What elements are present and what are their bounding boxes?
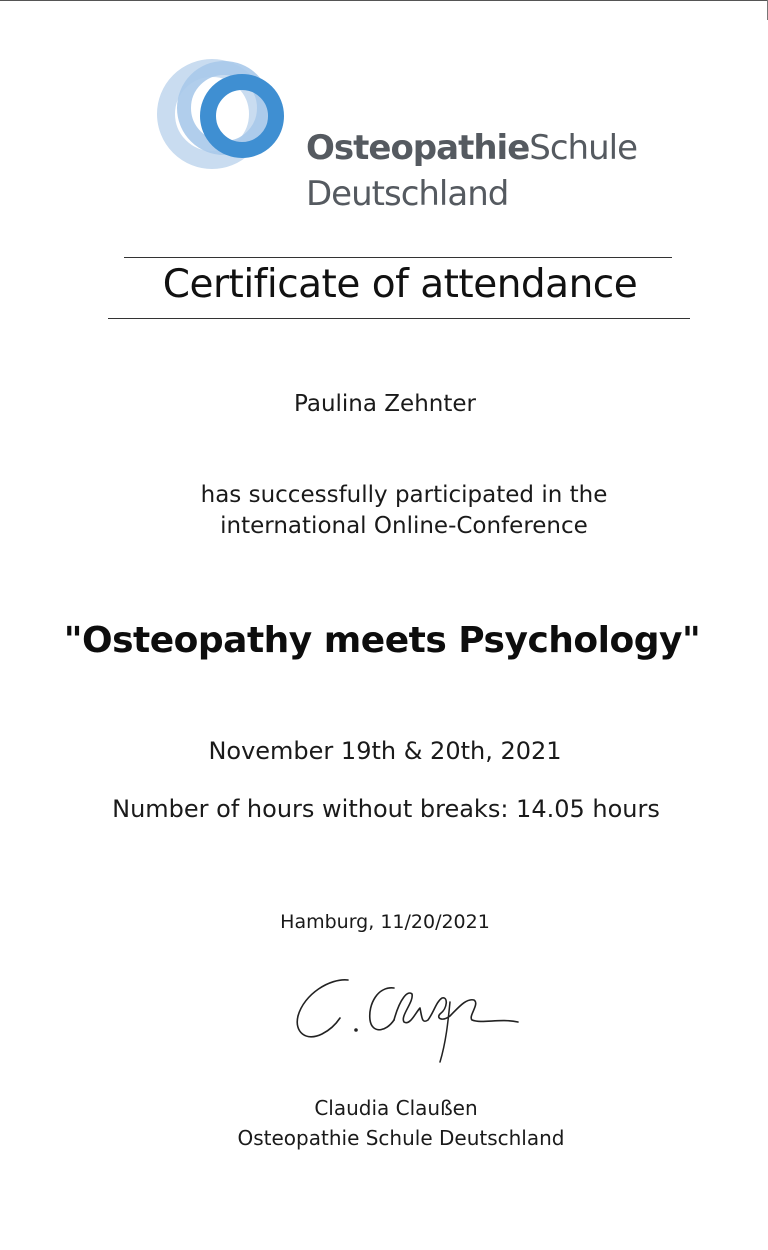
signer-organization: Osteopathie Schule Deutschland	[237, 1126, 565, 1150]
place-and-date: Hamburg, 11/20/2021	[280, 911, 490, 933]
title-rule-bottom	[108, 318, 690, 319]
participation-text-line1: has successfully participated in the	[200, 482, 608, 508]
conference-hours: Number of hours without breaks: 14.05 hours	[112, 795, 660, 823]
logo-word-regular: Schule	[529, 128, 638, 168]
logo-wordmark-line1	[306, 128, 637, 168]
certificate-title: Certificate of attendance	[162, 262, 638, 307]
conference-dates: November 19th & 20th, 2021	[208, 737, 562, 765]
conference-title: "Osteopathy meets Psychology"	[63, 620, 701, 661]
logo-wordmark-line2: Deutschland	[306, 174, 509, 214]
participant-name: Paulina Zehnter	[294, 391, 476, 417]
top-border	[0, 0, 768, 1]
logo-word-bold: Osteopathie	[306, 128, 530, 168]
logo-rings-icon	[150, 52, 300, 182]
title-rule-top	[124, 257, 672, 258]
signature	[290, 968, 530, 1068]
signer-name: Claudia Claußen	[314, 1096, 478, 1120]
participation-text-line2: international Online-Conference	[220, 513, 588, 539]
